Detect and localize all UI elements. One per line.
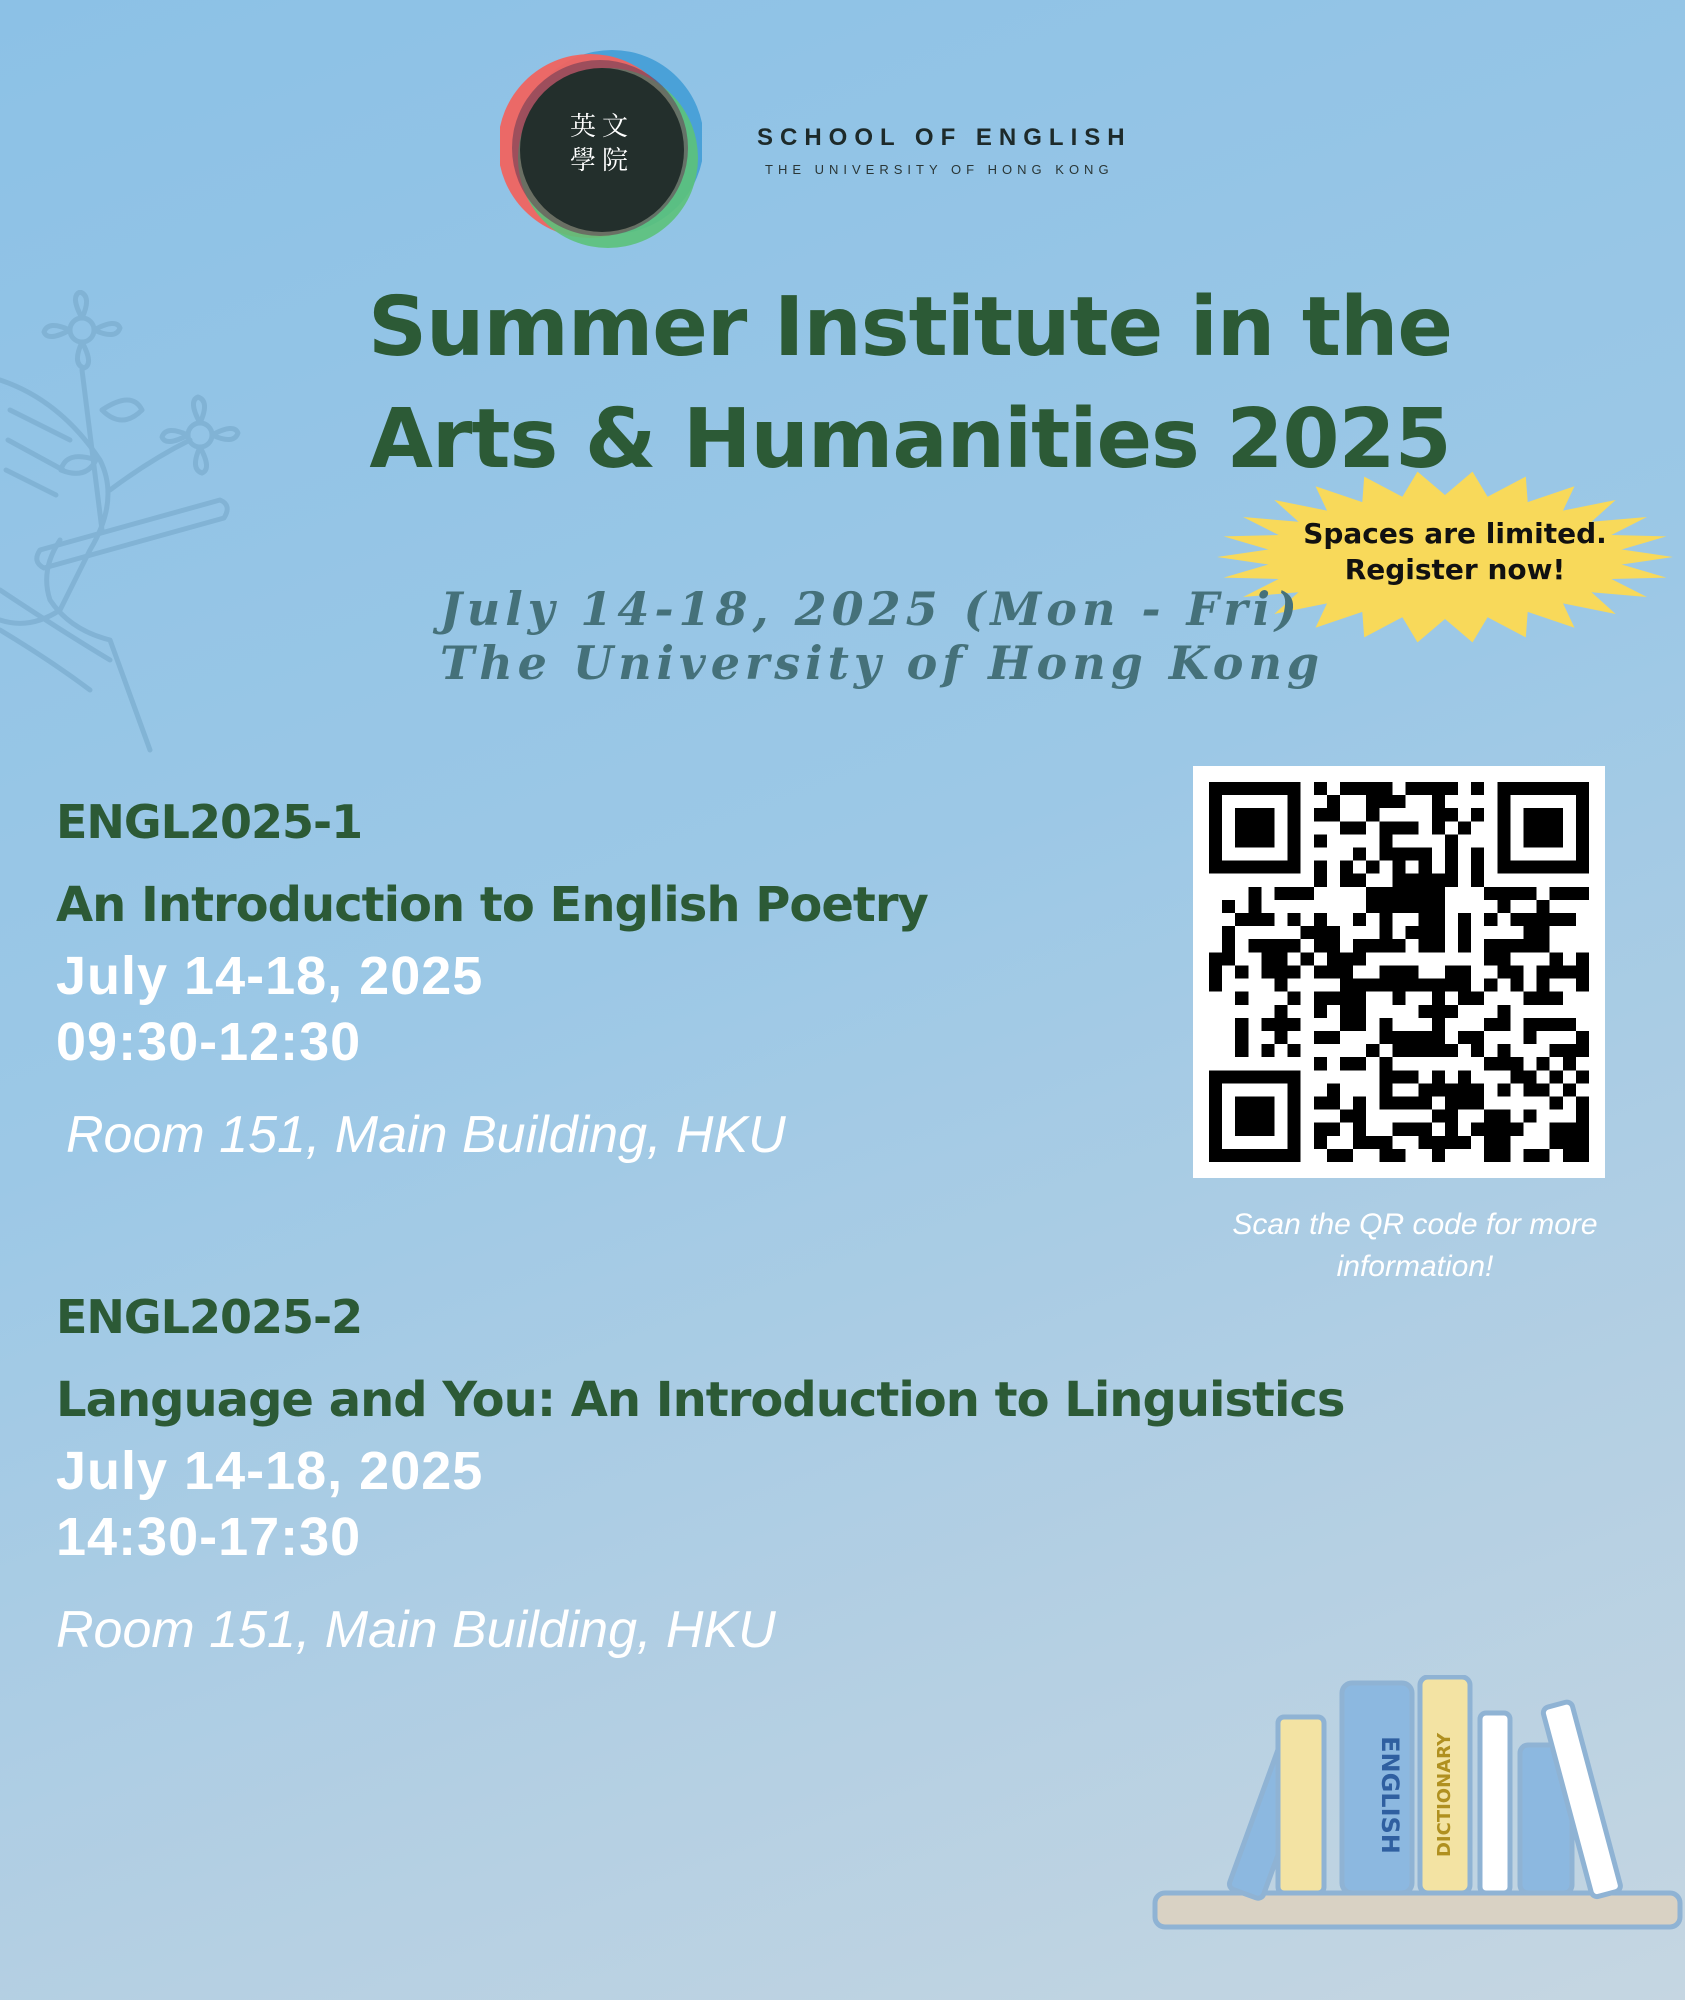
course-code: ENGL2025-2 <box>56 1290 363 1344</box>
course-2 <box>56 1290 1356 1660</box>
event-title-line1: Summer Institute in the <box>367 280 1453 375</box>
event-dates: July 14-18, 2025 (Mon - Fri) <box>440 582 1302 636</box>
course-time: 09:30-12:30 <box>56 1012 362 1072</box>
course-room: Room 151, Main Building, HKU <box>66 1106 786 1164</box>
event-title <box>260 272 1560 496</box>
qr-code[interactable] <box>1193 766 1605 1178</box>
course-title: Language and You: An Introduction to Linguistics <box>56 1372 1345 1428</box>
course-time: 14:30-17:30 <box>56 1507 362 1567</box>
qr-caption-line1: Scan the QR code for more <box>1232 1208 1598 1241</box>
course-title: An Introduction to English Poetry <box>56 877 928 933</box>
logo-cjk-line2: 學院 <box>569 146 634 176</box>
logo-cjk-text <box>560 110 644 178</box>
badge-line1: Spaces are limited. <box>1303 517 1607 550</box>
event-details <box>440 582 1340 690</box>
school-name: SCHOOL OF ENGLISH <box>757 124 1132 151</box>
qr-caption-line2: information! <box>1336 1250 1494 1283</box>
course-date: July 14-18, 2025 <box>56 1441 484 1501</box>
course-room: Room 151, Main Building, HKU <box>56 1601 776 1659</box>
course-code: ENGL2025-1 <box>56 795 363 849</box>
event-title-line2: Arts & Humanities 2025 <box>369 392 1451 487</box>
event-venue: The University of Hong Kong <box>440 636 1325 690</box>
course-date: July 14-18, 2025 <box>56 946 484 1006</box>
qr-caption <box>1190 1204 1640 1288</box>
book-and-flowers-illustration <box>0 290 250 760</box>
course-1 <box>56 795 1356 1165</box>
book-spine-dictionary: DICTIONARY <box>1434 1732 1455 1858</box>
qr-code-pattern <box>1209 782 1589 1162</box>
bookshelf-illustration <box>1150 1675 1685 1935</box>
register-badge-text <box>1280 516 1630 588</box>
book-spine-english: ENGLISH <box>1376 1736 1404 1854</box>
university-name: THE UNIVERSITY OF HONG KONG <box>765 162 1114 177</box>
logo-cjk-line1: 英文 <box>569 112 634 142</box>
badge-line2: Register now! <box>1344 553 1566 586</box>
